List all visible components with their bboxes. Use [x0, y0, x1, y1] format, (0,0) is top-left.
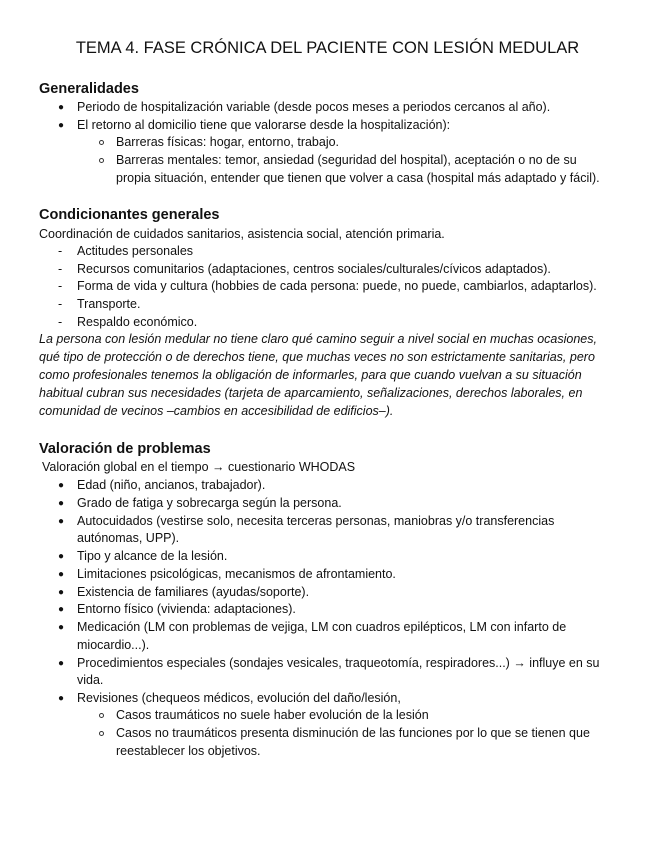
dash-icon: -	[58, 315, 63, 329]
list-item: Limitaciones psicológicas, mecanismos de afrontamiento.	[77, 567, 396, 581]
paragraph-line: qué tipo de protección o de derechos tiene, que muchas veces no son estrictamente sanitarias, pero	[39, 350, 595, 364]
document-title: TEMA 4. FASE CRÓNICA DEL PACIENTE CON LESIÓN MEDULAR	[75, 39, 580, 57]
list-item: Revisiones (chequeos médicos, evolución del daño/lesión,	[77, 691, 401, 705]
list-item-continuation: autónomas, UPP).	[77, 531, 180, 545]
list-item: Medicación (LM con problemas de vejiga, LM con cuadros epilépticos, LM con infarto de	[77, 620, 567, 634]
list-item: Forma de vida y cultura (hobbies de cada persona: puede, no puede, cambiarlos, adaptarlos).	[77, 279, 597, 293]
list-item: Casos traumáticos no suele haber evolución de la lesión	[116, 708, 429, 722]
list-item: El retorno al domicilio tiene que valorarse desde la hospitalización):	[77, 118, 451, 132]
list-item: Tipo y alcance de la lesión.	[77, 549, 228, 563]
dash-icon: -	[58, 244, 63, 258]
list-item: Barreras mentales: temor, ansiedad (seguridad del hospital), aceptación o no de su	[116, 153, 577, 167]
list-item: Barreras físicas: hogar, entorno, trabajo.	[116, 135, 340, 149]
list-item: Respaldo económico.	[77, 315, 198, 329]
paragraph-line: como profesionales tenemos la obligación de informarles, para que cuando vuelvan a su situación	[39, 368, 582, 382]
list-item: Actitudes personales	[77, 244, 194, 258]
bullet-dot-icon: ●	[58, 604, 65, 615]
bullet-dot-icon: ●	[58, 102, 65, 113]
heading-condicionantes: Condicionantes generales	[39, 207, 220, 223]
list-item: Recursos comunitarios (adaptaciones, centros sociales/culturales/cívicos adaptados).	[77, 262, 551, 276]
paragraph-line: La persona con lesión medular no tiene claro qué camino seguir a nivel social en muchas ocasiones,	[39, 332, 597, 346]
list-item-continuation: vida.	[77, 673, 104, 687]
paragraph-line: habitual cubran sus necesidades (tarjeta de aparcamiento, señalizaciones, derechos laborales, en	[39, 386, 583, 400]
dash-icon: -	[58, 279, 63, 293]
list-item: Grado de fatiga y sobrecarga según la persona.	[77, 496, 342, 510]
paragraph-line: comunidad de vecinos –cambios en accesibilidad de edificios–).	[39, 404, 394, 418]
paragraph-line: Valoración global en el tiempo → cuestionario WHODAS	[42, 460, 356, 474]
bullet-dot-icon: ●	[58, 569, 65, 580]
bullet-dot-icon: ●	[58, 516, 65, 527]
bullet-dot-icon: ●	[58, 587, 65, 598]
bullet-dot-icon: ●	[58, 622, 65, 633]
heading-valoracion: Valoración de problemas	[39, 441, 211, 457]
bullet-dot-icon: ●	[58, 480, 65, 491]
heading-generalidades: Generalidades	[39, 81, 139, 97]
bullet-circle-icon	[99, 731, 104, 736]
bullet-circle-icon	[99, 713, 104, 718]
list-item: Casos no traumáticos presenta disminución de las funciones por lo que se tienen que	[116, 726, 590, 740]
bullet-dot-icon: ●	[58, 693, 65, 704]
bullet-dot-icon: ●	[58, 120, 65, 131]
list-item: Procedimientos especiales (sondajes vesicales, traqueotomía, respiradores...) → influye en su	[77, 656, 600, 670]
list-item: Entorno físico (vivienda: adaptaciones).	[77, 602, 296, 616]
dash-icon: -	[58, 297, 63, 311]
list-item: Autocuidados (vestirse solo, necesita terceras personas, maniobras y/o transferencias	[77, 514, 555, 528]
list-item-continuation: reestablecer los objetivos.	[116, 744, 261, 758]
bullet-circle-icon	[99, 158, 104, 163]
list-item: Transporte.	[77, 297, 141, 311]
dash-icon: -	[58, 262, 63, 276]
list-item-continuation: miocardio...).	[77, 638, 150, 652]
bullet-dot-icon: ●	[58, 498, 65, 509]
list-item-continuation: propia situación, entender que tienen que volver a casa (hospital más adaptado y fácil).	[116, 171, 600, 185]
bullet-circle-icon	[99, 140, 104, 145]
list-item: Existencia de familiares (ayudas/soporte).	[77, 585, 310, 599]
bullet-dot-icon: ●	[58, 658, 65, 669]
paragraph-line: Coordinación de cuidados sanitarios, asistencia social, atención primaria.	[39, 227, 445, 241]
bullet-dot-icon: ●	[58, 551, 65, 562]
list-item: Edad (niño, ancianos, trabajador).	[77, 478, 266, 492]
list-item: Periodo de hospitalización variable (desde pocos meses a periodos cercanos al año).	[77, 100, 551, 114]
